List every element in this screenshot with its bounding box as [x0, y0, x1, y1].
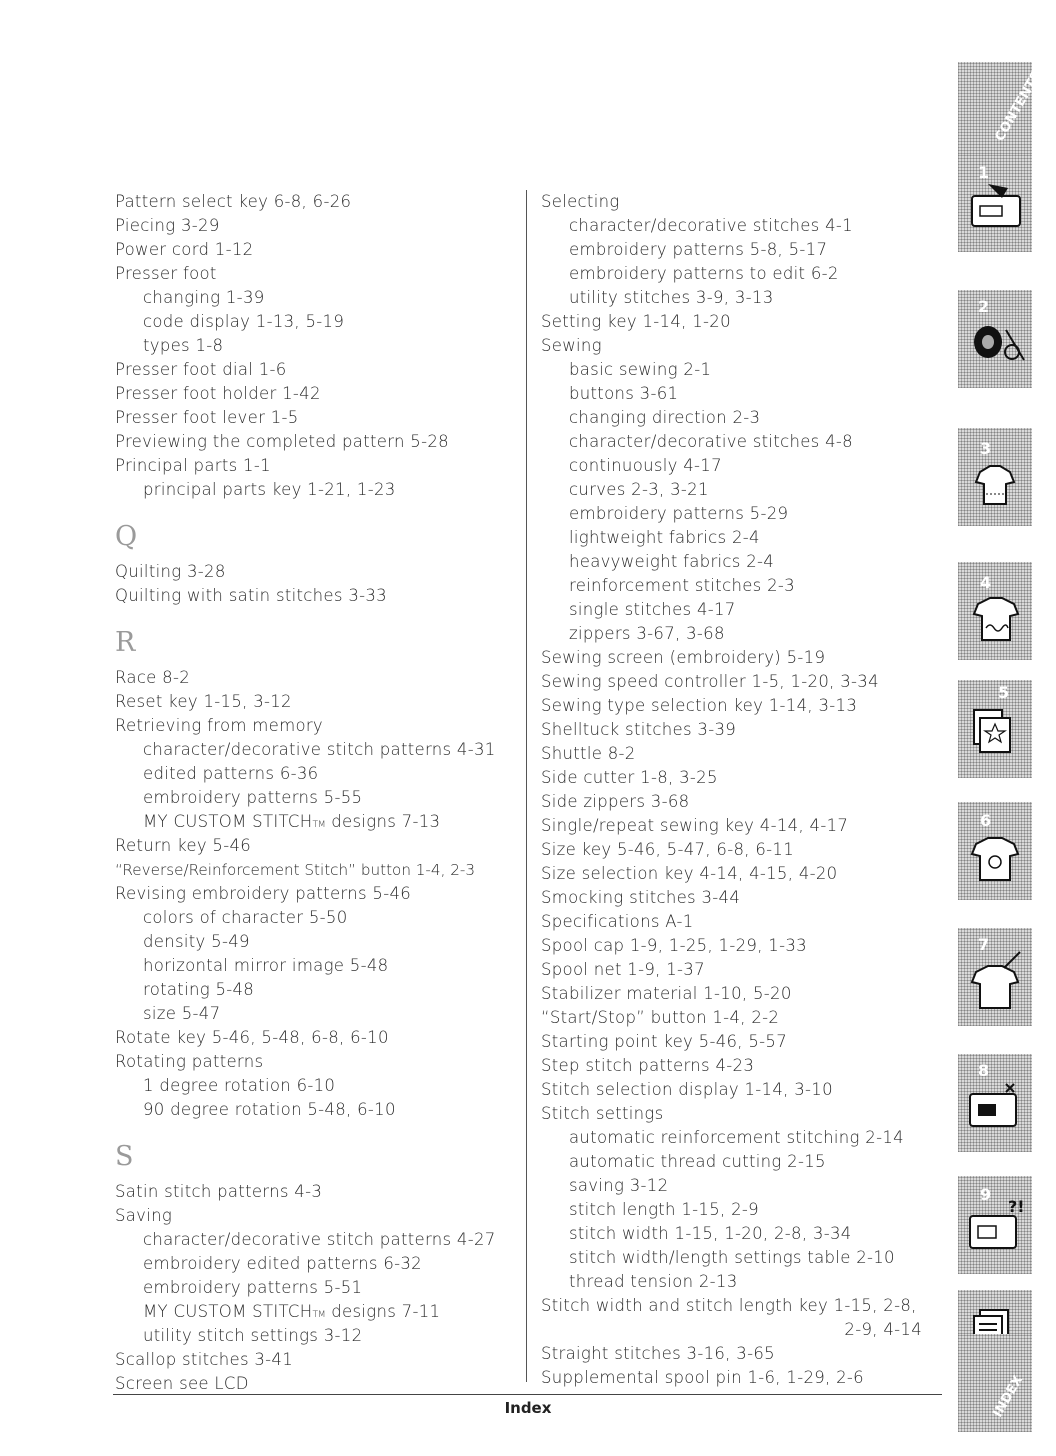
section-letter: S — [115, 1141, 134, 1172]
index-subentry: edited patterns 6-36 — [143, 764, 319, 783]
tab-chapter-7[interactable] — [958, 928, 1032, 1026]
svg-text:?!: ?! — [1008, 1197, 1025, 1216]
index-subentry: rotating 5-48 — [143, 980, 255, 999]
svg-text:3: 3 — [980, 439, 992, 458]
index-entry: 2-9, 4-14 — [844, 1320, 922, 1339]
index-entry: Presser foot holder 1-42 — [115, 384, 321, 403]
index-entry: Saving — [115, 1206, 173, 1225]
section-letter: Q — [115, 521, 138, 552]
index-subentry: density 5-49 — [143, 932, 250, 951]
chapter-tabs — [958, 62, 1045, 1432]
index-entry: Size key 5-46, 5-47, 6-8, 6-11 — [541, 840, 795, 859]
index-subentry: heavyweight fabrics 2-4 — [569, 552, 775, 571]
entry-text: MY CUSTOM STITCH — [143, 812, 313, 831]
index-entry: “Start/Stop” button 1-4, 2-2 — [541, 1008, 780, 1027]
index-entry: Step stitch patterns 4-23 — [541, 1056, 755, 1075]
index-entry: Starting point key 5-46, 5-57 — [541, 1032, 788, 1051]
index-entry: Presser foot dial 1-6 — [115, 360, 287, 379]
index-subentry: embroidery patterns 5-55 — [143, 788, 363, 807]
index-subentry: changing 1-39 — [143, 288, 265, 307]
svg-text:1: 1 — [978, 163, 990, 182]
index-entry: Previewing the completed pattern 5-28 — [115, 432, 449, 451]
trademark-mark: TM — [312, 820, 326, 830]
contents-icon — [958, 62, 1045, 160]
index-subentry: thread tension 2-13 — [569, 1272, 738, 1291]
index-entry: “Reverse/Reinforcement Stitch” button 1-4, 2-3 — [115, 861, 476, 879]
tab-chapter-4[interactable] — [958, 562, 1032, 660]
index-entry: Power cord 1-12 — [115, 240, 254, 259]
index-entry: Stitch width and stitch length key 1-15, 2-8, — [541, 1296, 917, 1315]
index-subentry: stitch length 1-15, 2-9 — [569, 1200, 759, 1219]
svg-text:INDEX: INDEX — [990, 1373, 1027, 1420]
index-subentry: principal parts key 1-21, 1-23 — [143, 480, 396, 499]
index-entry: Stabilizer material 1-10, 5-20 — [541, 984, 792, 1003]
tab-chapter-1[interactable] — [958, 154, 1032, 252]
index-subentry: stitch width/length settings table 2-10 — [569, 1248, 895, 1267]
tab-chapter-5[interactable] — [958, 680, 1032, 778]
tab-index[interactable] — [958, 1334, 1032, 1432]
index-subentry: embroidery patterns 5-29 — [569, 504, 789, 523]
index-subentry: embroidery patterns to edit 6-2 — [569, 264, 839, 283]
index-entry: Sewing type selection key 1-14, 3-13 — [541, 696, 858, 715]
index-column-left — [115, 190, 520, 1396]
index-entry: Smocking stitches 3-44 — [541, 888, 741, 907]
index-subentry: utility stitches 3-9, 3-13 — [569, 288, 774, 307]
index-entry: Satin stitch patterns 4-3 — [115, 1182, 323, 1201]
svg-text:4: 4 — [980, 573, 992, 592]
tab-contents[interactable] — [958, 62, 1045, 160]
index-entry: Stitch settings — [541, 1104, 664, 1123]
index-entry: Presser foot — [115, 264, 217, 283]
svg-text:5: 5 — [998, 683, 1010, 702]
svg-text:2: 2 — [978, 297, 990, 316]
index-entry: Retrieving from memory — [115, 716, 323, 735]
index-subentry: changing direction 2-3 — [569, 408, 761, 427]
section-letter: R — [115, 627, 136, 658]
index-entry: Shelltuck stitches 3-39 — [541, 720, 737, 739]
index-subentry: character/decorative stitch patterns 4-27 — [143, 1230, 496, 1249]
column-divider — [526, 190, 527, 1382]
index-subentry — [115, 1300, 520, 1324]
index-entry: Pattern select key 6-8, 6-26 — [115, 192, 352, 211]
index-entry: Race 8-2 — [115, 668, 191, 687]
index-entry: Principal parts 1-1 — [115, 456, 271, 475]
index-subentry — [115, 810, 520, 834]
index-entry: Sewing speed controller 1-5, 1-20, 3-34 — [541, 672, 879, 691]
index-entry: Quilting 3-28 — [115, 562, 226, 581]
index-subentry: automatic thread cutting 2-15 — [569, 1152, 826, 1171]
thread-spools-icon — [958, 290, 1032, 388]
index-entry: Spool net 1-9, 1-37 — [541, 960, 705, 979]
index-entry: Setting key 1-14, 1-20 — [541, 312, 731, 331]
index-subentry: 90 degree rotation 5-48, 6-10 — [143, 1100, 396, 1119]
index-entry: Return key 5-46 — [115, 836, 252, 855]
entry-text: MY CUSTOM STITCH — [143, 1302, 313, 1321]
index-entry: Stitch selection display 1-14, 3-10 — [541, 1080, 833, 1099]
index-entry: Sewing screen (embroidery) 5-19 — [541, 648, 826, 667]
index-entry: Supplemental spool pin 1-6, 1-29, 2-6 — [541, 1368, 864, 1387]
index-entry: Scallop stitches 3-41 — [115, 1350, 294, 1369]
tab-chapter-8[interactable] — [958, 1054, 1032, 1152]
index-subentry: types 1-8 — [143, 336, 224, 355]
index-entry: Shuttle 8-2 — [541, 744, 636, 763]
embroidery-frame-icon — [958, 680, 1032, 778]
footer-rule — [113, 1394, 942, 1395]
tab-chapter-6[interactable] — [958, 802, 1032, 900]
index-entry: Selecting — [541, 192, 620, 211]
index-subentry: embroidery edited patterns 6-32 — [143, 1254, 422, 1273]
index-subentry: lightweight fabrics 2-4 — [569, 528, 760, 547]
index-subentry: buttons 3-61 — [569, 384, 679, 403]
index-subentry: reinforcement stitches 2-3 — [569, 576, 795, 595]
index-entry: Screen see LCD — [115, 1374, 249, 1393]
sewing-machine-icon — [958, 154, 1032, 252]
tab-chapter-9[interactable] — [958, 1176, 1032, 1274]
index-subentry: utility stitch settings 3-12 — [143, 1326, 363, 1345]
index-subentry: continuously 4-17 — [569, 456, 722, 475]
svg-text:9: 9 — [980, 1185, 992, 1204]
index-entry: Sewing — [541, 336, 602, 355]
index-entry: Presser foot lever 1-5 — [115, 408, 299, 427]
index-subentry: basic sewing 2-1 — [569, 360, 712, 379]
index-subentry: saving 3-12 — [569, 1176, 669, 1195]
svg-text:6: 6 — [980, 811, 992, 830]
index-entry: Piecing 3-29 — [115, 216, 220, 235]
index-subentry: size 5-47 — [143, 1004, 221, 1023]
svg-text:CONTENTS: CONTENTS — [992, 68, 1045, 144]
index-subentry: stitch width 1-15, 1-20, 2-8, 3-34 — [569, 1224, 852, 1243]
index-subentry: automatic reinforcement stitching 2-14 — [569, 1128, 904, 1147]
index-subentry: 1 degree rotation 6-10 — [143, 1076, 336, 1095]
entry-text: designs 7-13 — [325, 812, 441, 831]
tab-chapter-2[interactable] — [958, 290, 1032, 388]
index-entry: Reset key 1-15, 3-12 — [115, 692, 292, 711]
entry-text: designs 7-11 — [325, 1302, 441, 1321]
index-subentry: embroidery patterns 5-51 — [143, 1278, 363, 1297]
index-entry: Quilting with satin stitches 3-33 — [115, 586, 387, 605]
index-entry: Size selection key 4-14, 4-15, 4-20 — [541, 864, 838, 883]
index-entry: Side cutter 1-8, 3-25 — [541, 768, 718, 787]
index-subentry: colors of character 5-50 — [143, 908, 348, 927]
index-column-right — [541, 190, 936, 1390]
shirt-icon — [958, 428, 1032, 526]
maintenance-machine-icon — [958, 1054, 1032, 1152]
index-subentry: embroidery patterns 5-8, 5-17 — [569, 240, 828, 259]
index-subentry: horizontal mirror image 5-48 — [143, 956, 389, 975]
footer-title: Index — [504, 1399, 552, 1417]
index-entry: Specifications A-1 — [541, 912, 694, 931]
index-entry: Single/repeat sewing key 4-14, 4-17 — [541, 816, 849, 835]
index-entry: Rotate key 5-46, 5-48, 6-8, 6-10 — [115, 1028, 389, 1047]
trademark-mark: TM — [312, 1310, 326, 1320]
index-entry: Side zippers 3-68 — [541, 792, 690, 811]
decorative-shirt-icon — [958, 562, 1032, 660]
index-subentry: character/decorative stitch patterns 4-31 — [143, 740, 496, 759]
index-subentry: character/decorative stitches 4-1 — [569, 216, 853, 235]
index-entry: Revising embroidery patterns 5-46 — [115, 884, 412, 903]
tab-chapter-3[interactable] — [958, 428, 1032, 526]
index-subentry: zippers 3-67, 3-68 — [569, 624, 725, 643]
index-icon — [958, 1334, 1032, 1432]
index-subentry: code display 1-13, 5-19 — [143, 312, 345, 331]
troubleshooting-machine-icon — [958, 1176, 1032, 1274]
index-subentry: character/decorative stitches 4-8 — [569, 432, 853, 451]
custom-stitch-shirt-icon — [958, 928, 1032, 1026]
index-entry: Rotating patterns — [115, 1052, 264, 1071]
embroidered-shirt-icon — [958, 802, 1032, 900]
index-entry: Spool cap 1-9, 1-25, 1-29, 1-33 — [541, 936, 807, 955]
index-subentry: curves 2-3, 3-21 — [569, 480, 709, 499]
index-entry: Straight stitches 3-16, 3-65 — [541, 1344, 775, 1363]
index-subentry: single stitches 4-17 — [569, 600, 736, 619]
svg-text:7: 7 — [978, 935, 990, 954]
svg-text:8: 8 — [978, 1061, 990, 1080]
